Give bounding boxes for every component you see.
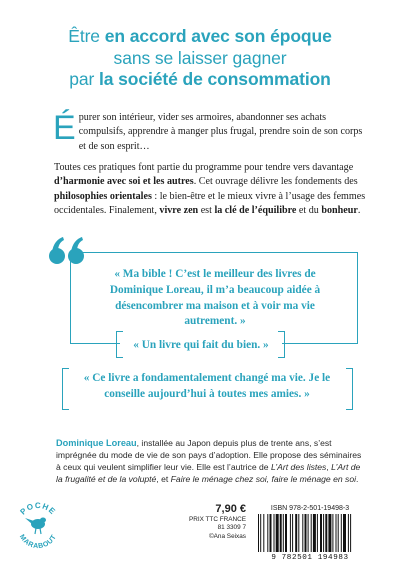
- headline-line-3: [20, 69, 380, 91]
- barcode-bar: [323, 514, 324, 552]
- isbn-label: ISBN 978-2-501-19498-3: [270, 505, 350, 512]
- barcode-bar: [274, 514, 275, 552]
- description-text: . Cet ouvrage délivre les fondements des: [193, 176, 358, 188]
- barcode-bar: [290, 514, 291, 552]
- quote-box-3: [66, 370, 348, 404]
- poche-marabout-logo: [10, 494, 66, 558]
- testimonial-3: « Ce livre a fondamentalement changé ma vie. Je le conseille aujourd’hui à toutes mes amies. »: [66, 370, 348, 402]
- author-bio-text: ,: [326, 462, 332, 472]
- description-text: est: [198, 204, 215, 216]
- description-text: Toutes ces pratiques font partie du programme pour tendre vers davantage: [54, 162, 354, 173]
- product-code: 81 3309 7: [217, 524, 246, 532]
- headline-text: par: [69, 69, 99, 89]
- price-block: [186, 502, 246, 541]
- barcode-bar: [325, 514, 327, 552]
- barcode-bar: [328, 514, 331, 552]
- author-name: Dominique Loreau: [56, 438, 137, 448]
- barcode-bar: [320, 514, 322, 552]
- svg-text:MARABOUT: [18, 534, 58, 551]
- intro-paragraph: [54, 111, 368, 154]
- barcode-bar: [313, 514, 316, 552]
- barcode-bar: [298, 514, 299, 552]
- barcode-bar: [311, 514, 312, 552]
- headline-bold-text: en accord avec son époque: [104, 26, 332, 46]
- description-bold-text: bonheur: [321, 204, 358, 216]
- barcode-bar: [348, 514, 349, 552]
- barcode-bar: [336, 514, 337, 552]
- barcode-bar: [343, 514, 346, 552]
- description-paragraph: [54, 161, 368, 218]
- author-bio-text: .: [356, 474, 359, 484]
- testimonial-1: « Ma bible ! C’est le meilleur des livres de Dominique Loreau, il m’a beaucoup aidée à désencombrer ma maison et à voir ma vie autrement. »: [89, 253, 341, 343]
- barcode-bar: [350, 514, 351, 552]
- barcode-bar: [263, 514, 264, 552]
- barcode-bar: [305, 514, 307, 552]
- barcode-bar: [302, 514, 303, 552]
- description-bold-text: la clé de l’équilibre: [214, 204, 297, 216]
- author-bio-text: , installée au Japon depuis plus de trente ans, s’est imprégnée du mode de vie de son pays d’adoption. Elle propose des séminaires à ceux qui veulent simplifier leur vie. Elle est l’autrice de: [56, 438, 362, 472]
- photo-credit: ©Ana Seixas: [208, 532, 246, 540]
- testimonial-2: « Un livre qui fait du bien. »: [120, 337, 282, 353]
- barcode-bar: [258, 514, 259, 552]
- barcode-bar: [260, 514, 261, 552]
- barcode: [254, 514, 366, 554]
- description-text: .: [357, 204, 361, 216]
- author-bio: [56, 437, 364, 485]
- price: 7,90 €: [215, 503, 246, 515]
- barcode-bar: [280, 514, 282, 552]
- book-title: Faire le ménage chez soi, faire le ménage en soi: [170, 474, 357, 484]
- barcode-bar: [338, 514, 339, 552]
- logo-top-text: POCHE: [18, 500, 58, 517]
- headline-line-2: sans se laisser gagner: [113, 47, 287, 68]
- barcode-bar: [285, 514, 287, 552]
- description-text: et du: [296, 204, 322, 216]
- headline-bold-text: la société de consommation: [98, 69, 331, 89]
- drop-cap: É: [53, 109, 76, 147]
- quote-box-2: [120, 335, 282, 356]
- quote-box-1: [70, 252, 358, 344]
- svg-text:POCHE: [19, 501, 58, 517]
- logo-bottom-text: MARABOUT: [17, 533, 59, 551]
- barcode-bar: [332, 514, 333, 552]
- description-text: : le bien-être et le mieux vivre à l’usage des femmes occidentales. Finalement,: [54, 190, 366, 216]
- price-label: PRIX TTC FRANCE: [188, 516, 246, 523]
- barcode-bar: [341, 514, 342, 552]
- barcode-bar: [283, 514, 284, 552]
- back-cover-headline: [20, 26, 380, 91]
- barcode-bar: [317, 514, 318, 552]
- author-bio-text: , et: [156, 474, 171, 484]
- description-bold-text: d’harmonie avec soi et les autres: [54, 176, 194, 188]
- barcode-bar: [308, 514, 309, 552]
- book-title: L’Art de la frugalité et de la volupté: [56, 462, 361, 484]
- barcode-bar: [292, 514, 293, 552]
- headline-text: Être: [68, 26, 105, 46]
- description-bold-text: philosophies orientales: [54, 190, 152, 202]
- book-title: L’Art des listes: [270, 462, 327, 472]
- barcode-bar: [267, 514, 268, 552]
- barcode-bar: [276, 514, 279, 552]
- description-bold-text: vivre zen: [159, 204, 199, 216]
- intro-text: purer son intérieur, vider ses armoires, abandonner ses achats compulsifs, apprendre à manger plus frugal, prendre soin de son corps et de son esprit…: [78, 112, 363, 152]
- barcode-digits: 9 782501 194983: [271, 554, 349, 562]
- headline-line-1: [20, 26, 380, 48]
- barcode-bar: [270, 514, 272, 552]
- barcode-bar: [295, 514, 297, 552]
- barcode-block: [254, 504, 366, 563]
